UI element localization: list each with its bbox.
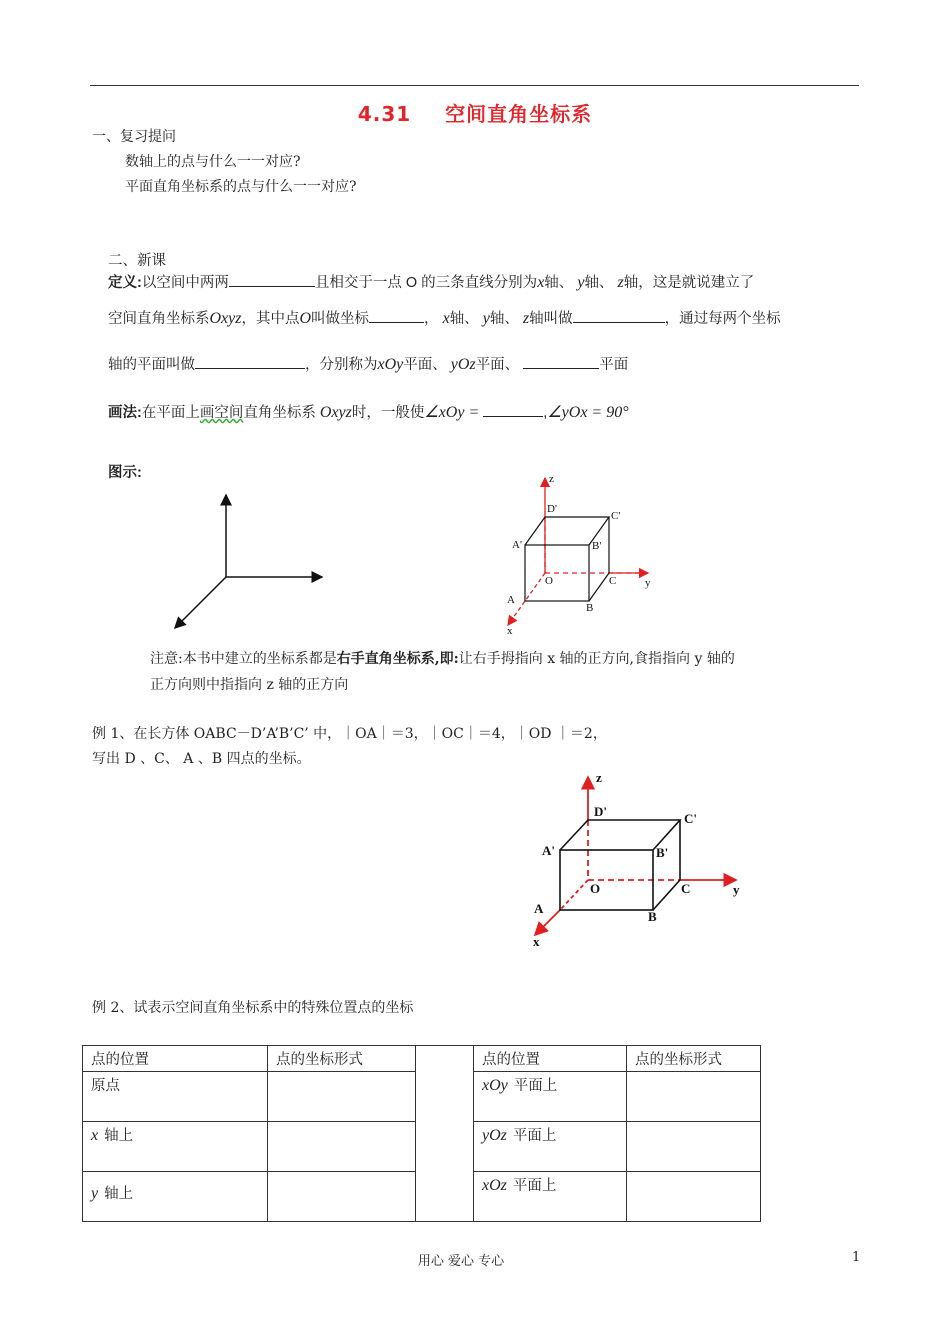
text: 在平面上 (141, 405, 200, 421)
example-1-line-2: 写出 D 、C、 A 、B 四点的坐标。 (92, 751, 311, 767)
text: 轴、 (584, 275, 614, 291)
label-b-prime: B' (592, 540, 602, 552)
position-cell (83, 1122, 268, 1172)
label-c: C (609, 575, 617, 587)
page-number: 1 (852, 1250, 861, 1265)
coordinate-cell[interactable] (627, 1072, 761, 1122)
text: 时，一般使 (351, 405, 425, 421)
label-z: z (596, 770, 602, 785)
position-cell (83, 1172, 268, 1222)
x-axis (175, 577, 226, 628)
text: 以空间中两两 (141, 275, 229, 291)
text: , (543, 405, 548, 421)
label-a-prime: A' (542, 843, 555, 858)
table-header-row (83, 1046, 761, 1072)
label-y: y (645, 577, 651, 589)
text: 原点 (91, 1078, 120, 1094)
note-line-1 (150, 648, 735, 668)
text: 轴、 (489, 311, 519, 327)
title-number: 4.31 (357, 102, 412, 126)
text: 轴叫做 (529, 311, 573, 327)
math: z (617, 274, 624, 291)
header-cell: 点的坐标形式 (627, 1046, 761, 1072)
new-lesson-heading: 二、新课 (108, 253, 166, 269)
text: 轴上 (104, 1186, 134, 1202)
text: 平面上 (512, 1128, 557, 1144)
text: 画空间 (199, 405, 244, 421)
note-bold: 右手直角坐标系,即: (336, 651, 459, 667)
text: 让右手拇指向 x 轴的正方向,食指指向 y 轴的 (458, 651, 735, 667)
coordinate-cell[interactable] (627, 1122, 761, 1172)
math: yOz (450, 356, 476, 373)
math: yOz (482, 1127, 507, 1144)
header-cell: 点的位置 (474, 1046, 627, 1072)
text: 轴上 (104, 1128, 134, 1144)
text: 轴的平面叫做 (108, 357, 195, 373)
label-x: x (533, 934, 540, 949)
text: 平面上 (512, 1178, 557, 1194)
text: 轴、 (544, 275, 574, 291)
math: z (522, 310, 530, 327)
position-cell (83, 1072, 268, 1122)
position-cell (474, 1122, 627, 1172)
text: 空间直角坐标系 (108, 311, 210, 327)
cuboid-diagram-1 (507, 473, 651, 637)
math: xOy (377, 356, 404, 373)
label-o: O (545, 575, 553, 587)
label-y: y (733, 882, 740, 897)
label-a: A (534, 901, 544, 916)
coordinate-cell[interactable] (268, 1172, 416, 1222)
label-o: O (590, 881, 601, 896)
text: ，分别称为 (305, 357, 378, 373)
coordinate-cell[interactable] (627, 1172, 761, 1222)
text: 平面、 (403, 357, 447, 373)
math: Oxyz (319, 404, 352, 421)
math: ∠yOx = 90° (547, 404, 629, 421)
cuboid-diagram-2 (533, 770, 740, 949)
review-heading: 一、复习提问 (92, 129, 176, 145)
math: ∠xOy = (424, 404, 480, 421)
coordinate-cell[interactable] (268, 1072, 416, 1122)
label-d-prime: D' (547, 503, 557, 515)
label-z: z (549, 473, 554, 485)
text: 平面、 (475, 357, 520, 373)
text: 注意:本书中建立的坐标系都是 (150, 651, 337, 667)
header-cell: 点的位置 (83, 1046, 268, 1072)
math: y (482, 310, 490, 327)
label-b: B (648, 909, 657, 924)
math: x (91, 1127, 99, 1144)
text: ， (424, 311, 439, 327)
math: xOz (482, 1177, 507, 1194)
math: xOy (482, 1077, 508, 1094)
header-cell: 点的坐标形式 (268, 1046, 416, 1072)
plain-axes-diagram (175, 495, 322, 628)
text: ，其中点 (241, 311, 300, 327)
label-b-prime: B' (656, 845, 669, 860)
coordinate-cell[interactable] (268, 1122, 416, 1172)
cuboid-edges (560, 820, 680, 910)
note-line-2: 正方向则中指指向 z 轴的正方向 (150, 677, 349, 693)
text: 叫做坐标 (311, 311, 370, 327)
math: x (442, 310, 450, 327)
label-c: C (681, 881, 691, 896)
label-d-prime: D' (594, 804, 607, 819)
review-question-1: 数轴上的点与什么一一对应? (125, 154, 301, 170)
example-1-line-1: 例 1、在长方体 OABC－D’A’B’C’ 中，｜OA｜＝3，｜OC｜＝4，｜OD ｜＝2， (92, 726, 607, 742)
label-b: B (586, 602, 594, 614)
text: 轴、 (449, 311, 479, 327)
drawing-label: 画法: (108, 405, 142, 421)
text: 直角坐标系 (243, 405, 316, 421)
position-cell (474, 1072, 627, 1122)
cuboid-edges (525, 517, 609, 601)
example-2-heading: 例 2、试表示空间直角坐标系中的特殊位置点的坐标 (92, 1000, 414, 1016)
label-c-prime: C' (611, 510, 621, 522)
label-c-prime: C' (684, 811, 697, 826)
label-a: A (507, 594, 515, 606)
special-points-table (82, 1045, 761, 1222)
text: 轴，这是就说建立了 (623, 275, 755, 291)
text: ，通过每两个坐标 (664, 311, 781, 327)
math: O (299, 310, 312, 327)
math: x (537, 274, 545, 291)
text: 且相交于一点 O 的三条直线分别为 (314, 275, 538, 291)
table-gap (416, 1046, 474, 1222)
label-x: x (507, 625, 513, 637)
figure-label: 图示: (108, 465, 142, 481)
title-text: 空间直角坐标系 (445, 102, 593, 126)
math: y (91, 1185, 99, 1202)
label-a-prime: A' (512, 539, 522, 551)
review-question-2: 平面直角坐标系的点与什么一一对应? (125, 179, 357, 195)
math: y (577, 274, 585, 291)
text: 平面 (599, 357, 629, 373)
position-cell (474, 1172, 627, 1222)
math: Oxyz (209, 310, 242, 327)
text: 平面上 (513, 1078, 558, 1094)
definition-label: 定义: (108, 275, 142, 291)
footer-motto: 用心 爱心 专心 (417, 1254, 505, 1269)
